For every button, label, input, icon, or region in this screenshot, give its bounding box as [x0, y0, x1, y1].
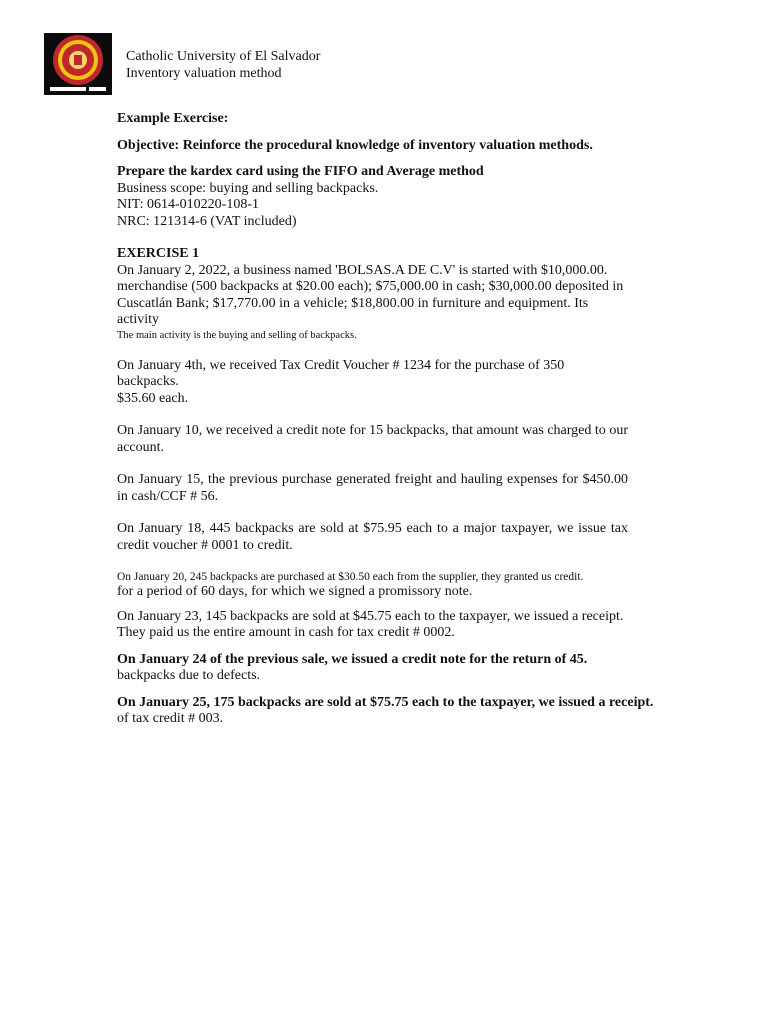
exercise-p3: On January 10, we received a credit note for 15 backpacks, that amount was charged to our account.	[117, 423, 628, 455]
exercise-p1-line1: On January 2, 2022, a business named 'BOLSAS.A DE C.V' is started with $10,000.00.	[117, 262, 608, 278]
exercise-p5: On January 18, 445 backpacks are sold at $75.95 each to a major taxpayer, we issue tax credit voucher # 0001 to credit.	[117, 521, 628, 553]
exercise-p4: On January 15, the previous purchase generated freight and hauling expenses for $450.00 in cash/CCF # 56.	[117, 472, 628, 504]
exercise-p6-line2: for a period of 60 days, for which we signed a promissory note.	[117, 584, 473, 599]
exercise-p1-line3: Cuscatlán Bank; $17,770.00 in a vehicle; $18,800.00 in furniture and equipment. Its activity	[117, 295, 589, 327]
exercise-p6-line1: On January 20, 245 backpacks are purchased at $30.50 each from the supplier, they granted us credit.	[117, 571, 584, 583]
exercise-p1-small: The main activity is the buying and selling of backpacks.	[117, 329, 357, 341]
exercise-p7-line2: They paid us the entire amount in cash for tax credit # 0002.	[117, 625, 455, 640]
exercise-p8-line1: On January 24 of the previous sale, we issued a credit note for the return of 45.	[117, 651, 588, 667]
university-name: Catholic University of El Salvador	[126, 49, 321, 64]
exercise-p8-line2: backpacks due to defects.	[117, 668, 261, 683]
exercise-p9-line1: On January 25, 175 backpacks are sold at $75.75 each to the taxpayer, we issued a receipt.	[117, 694, 654, 710]
exercise-p9-line2: of tax credit # 003.	[117, 711, 224, 726]
exercise-p2-line2: $35.60 each.	[117, 390, 189, 406]
exercise-p1-line2: merchandise (500 backpacks at $20.00 each); $75,000.00 in cash; $30,000.00 deposited in	[117, 279, 624, 294]
nrc-line: NRC: 121314-6 (VAT included)	[117, 213, 297, 229]
document-subtitle: Inventory valuation method	[126, 66, 282, 81]
exercise-p2-line1: On January 4th, we received Tax Credit Voucher # 1234 for the purchase of 350 backpacks.	[117, 357, 565, 389]
document-body	[117, 111, 654, 728]
prepare-heading: Prepare the kardex card using the FIFO and Average method	[117, 164, 484, 179]
university-logo	[44, 33, 112, 95]
exercise-title: EXERCISE 1	[117, 246, 200, 261]
example-heading: Example Exercise:	[117, 111, 229, 126]
business-scope: Business scope: buying and selling backpacks.	[117, 180, 379, 196]
document-header	[126, 48, 320, 82]
exercise-p7-line1: On January 23, 145 backpacks are sold at $45.75 each to the taxpayer, we issued a receipt.	[117, 608, 624, 624]
nit-line: NIT: 0614-010220-108-1	[117, 197, 260, 212]
objective-text: Objective: Reinforce the procedural knowledge of inventory valuation methods.	[117, 137, 593, 153]
